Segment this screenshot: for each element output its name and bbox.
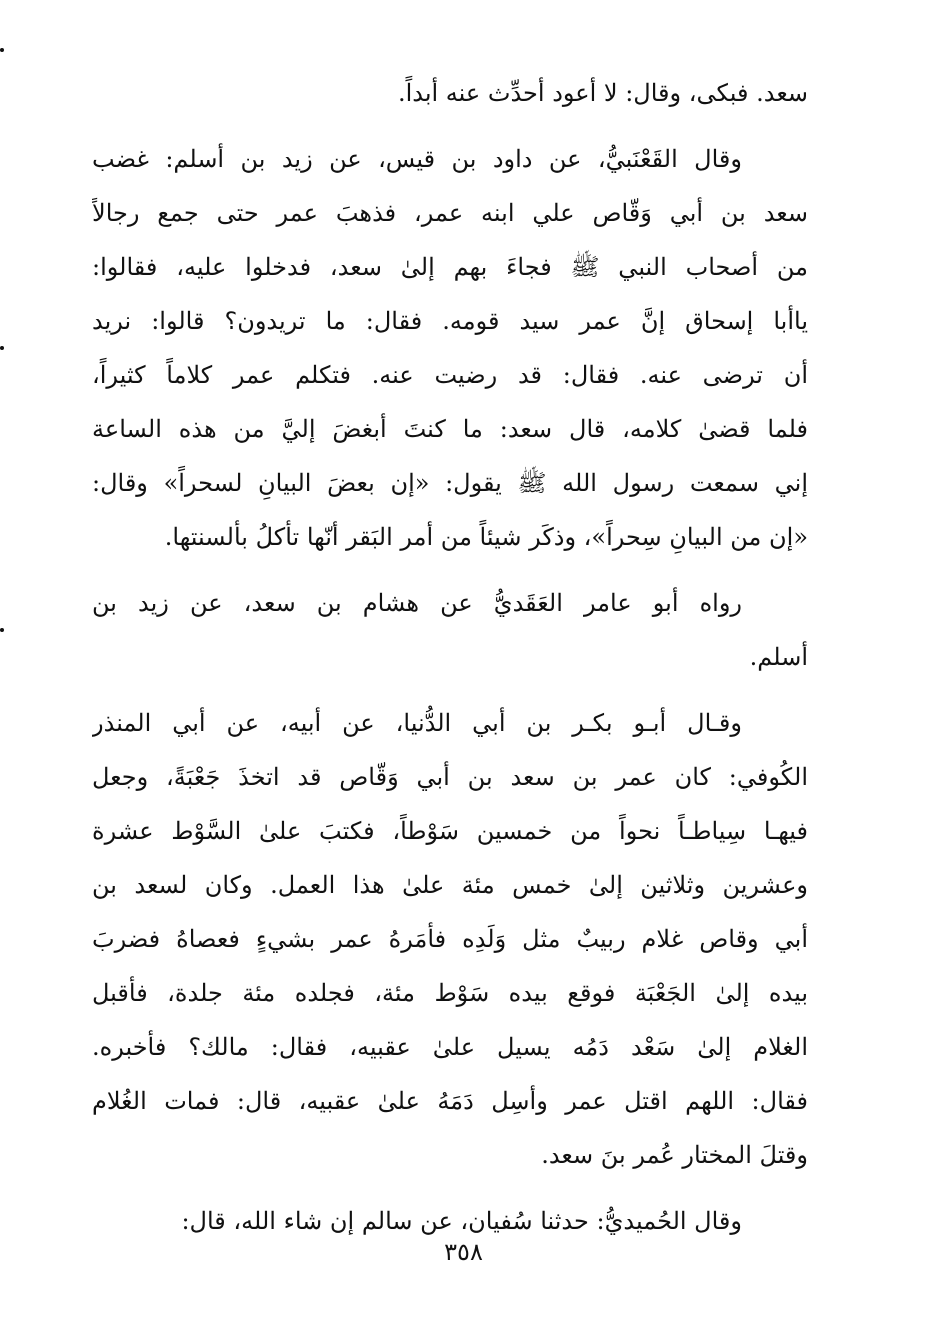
text-line: أبي وقاص غلام ربيبٌ مثل وَلَدِه فأمَرهُ عمر بشيءٍ فعصاهُ فضربَ bbox=[92, 925, 808, 953]
text-line: «إن من البيانِ سِحراً»، وذكَر شيئاً من أمر البَقر أنّها تأكلُ بألسنتها. bbox=[164, 523, 808, 551]
text-line: سعد. فبكى، وقال: لا أعود أحدِّث عنه أبداً. bbox=[397, 79, 808, 107]
text-line: رواه أبو عامر العَقَديُّ عن هشام بن سعد، عن زيد بن bbox=[92, 589, 742, 617]
page-number: ٣٥٨ bbox=[444, 1238, 483, 1266]
text-line: وقال الحُميديُّ: حدثنا سُفيان، عن سالم إن شاء الله، قال: bbox=[181, 1207, 742, 1235]
text-line: فيهـا سِياطـاً نحواً من خمسين سَوْطاً، فكتبَ علىٰ السَّوْط عشرة bbox=[92, 817, 808, 845]
text-line: سعد بن أبي وَقّاص علي ابنه عمر، فذهبَ عمر حتى جمع رجالاً bbox=[92, 199, 808, 227]
text-line: أسلم. bbox=[749, 643, 808, 671]
margin-mark bbox=[0, 48, 4, 52]
paragraph bbox=[92, 132, 808, 564]
text-line: من أصحاب النبي ﷺ فجاءَ بهم إلىٰ سعد، فدخلوا عليه، فقالوا: bbox=[92, 253, 808, 281]
text-line: بيده إلىٰ الجَعْبَة فوقع بيده سَوْط مئة، فجلده مئة جلدة، فأقبل bbox=[92, 979, 808, 1007]
text-line: وقتلَ المختار عُمر بنَ سعد. bbox=[541, 1141, 808, 1169]
paragraph bbox=[92, 576, 808, 684]
text-line: فقال: اللهم اقتل عمر وأسِل دَمَهُ علىٰ عقبيه، قال: فمات الغُلام bbox=[92, 1087, 808, 1115]
text-line: إني سمعت رسول الله ﷺ يقول: «إن بعضَ البيانِ لسحراً» وقال: bbox=[92, 469, 808, 497]
text-line: الكُوفي: كان عمر بن سعد بن أبي وَقّاص قد اتخذَ جَعْبَةً، وجعل bbox=[92, 763, 808, 791]
text-line: فلما قضىٰ كلامه، قال سعد: ما كنتَ أبغضَ إليَّ من هذه الساعة bbox=[92, 415, 808, 443]
text-line: وعشرين وثلاثين إلىٰ خمس مئة علىٰ هذا العمل. وكان لسعد بن bbox=[92, 871, 808, 899]
text-line: وقـال أبـو بكـر بن أبي الدُّنيا، عن أبيه، عن أبي المنذر bbox=[92, 709, 742, 737]
text-line: أن ترضى عنه. فقال: قد رضيت عنه. فتكلم عمر كلاماً كثيراً، bbox=[92, 361, 808, 389]
text-line: الغلام إلىٰ سَعْد دَمُه يسيل علىٰ عقبيه، فقال: مالك؟ فأخبره. bbox=[92, 1033, 808, 1061]
paragraph bbox=[92, 696, 808, 1182]
text-line: ياأبا إسحاق إنَّ عمر سيد قومه. فقال: ما تريدون؟ قالوا: نريد bbox=[92, 307, 808, 335]
margin-mark bbox=[0, 628, 4, 632]
margin-mark bbox=[0, 346, 4, 350]
paragraph bbox=[92, 66, 808, 120]
page-body bbox=[92, 66, 808, 1260]
text-line: وقال القَعْنَبيُّ، عن داود بن قيس، عن زيد بن أسلم: غضب bbox=[92, 145, 742, 173]
